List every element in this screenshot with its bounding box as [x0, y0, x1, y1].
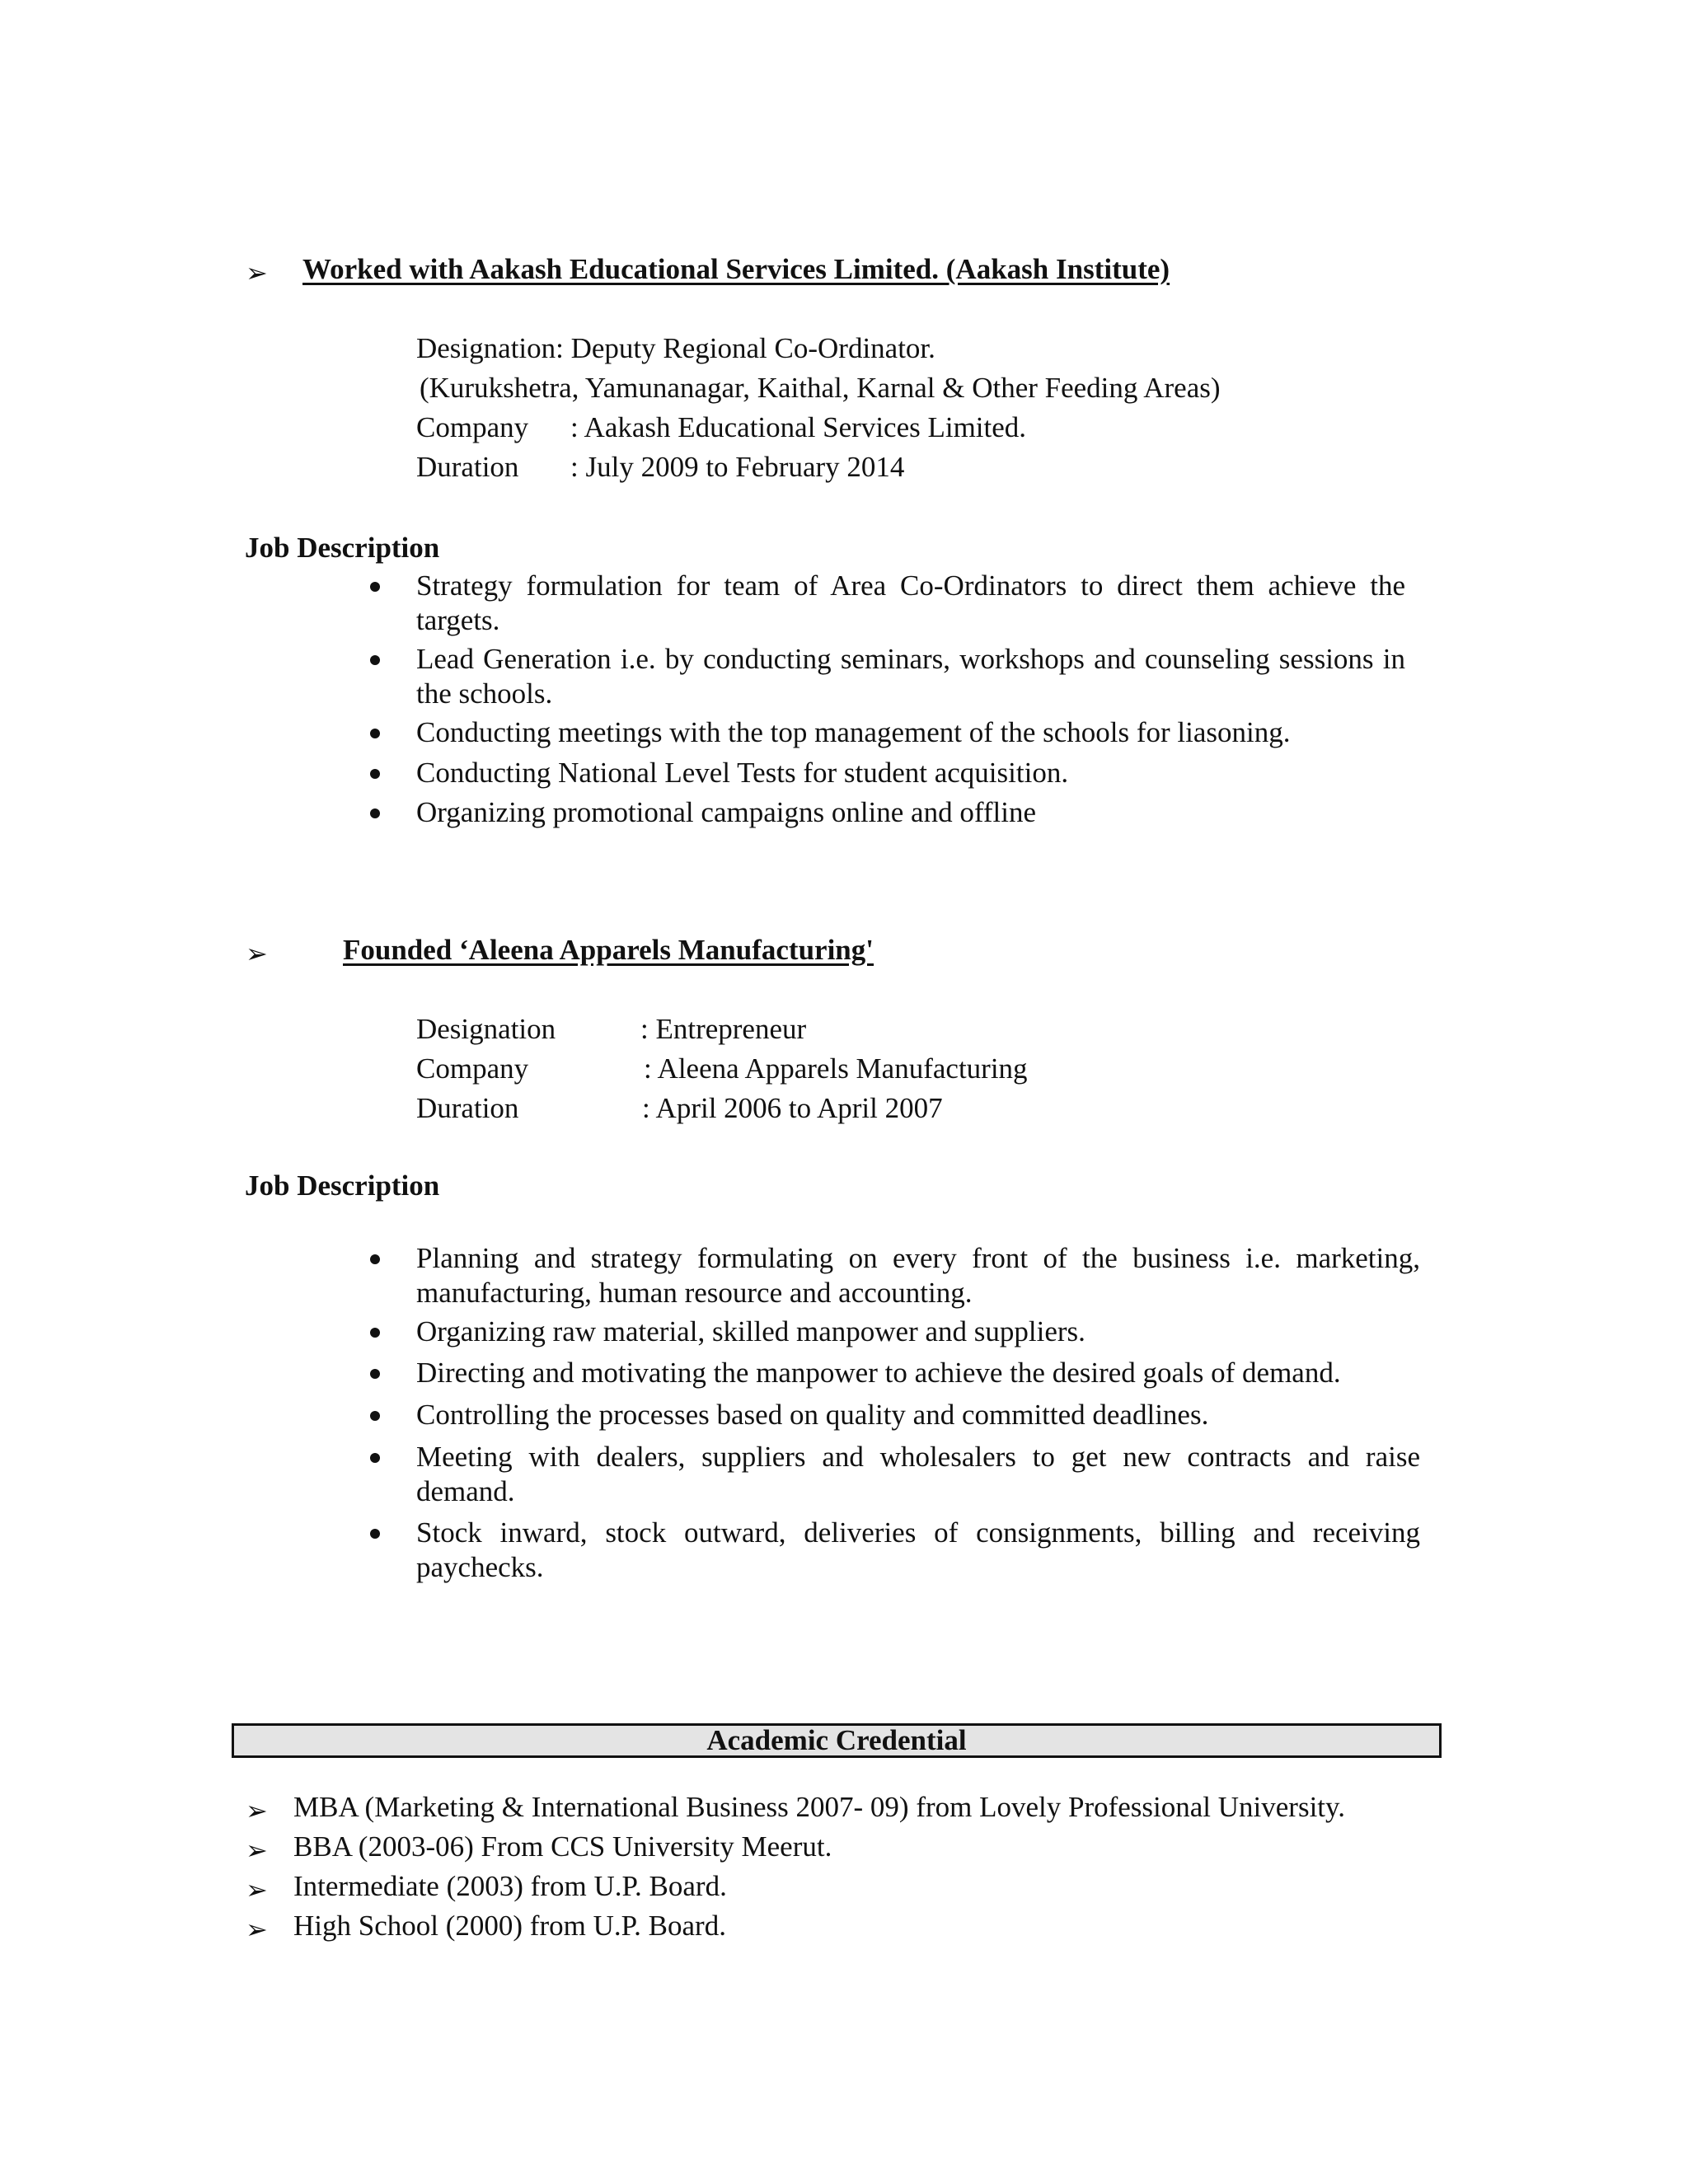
duty-text: Meeting with dealers, suppliers and wholesalers to get new contracts and raise demand.: [416, 1441, 1420, 1507]
duty-text: Directing and motivating the manpower to achieve the desired goals of demand.: [416, 1357, 1341, 1389]
job1-duration-value: : July 2009 to February 2014: [570, 451, 905, 483]
bullet-dot-icon: [370, 1254, 380, 1264]
job2-heading: Founded ‘Aleena Apparels Manufacturing': [343, 934, 874, 966]
academic-credential-title: Academic Credential: [706, 1723, 967, 1756]
arrow-bullet-icon: ➢: [246, 1874, 268, 1905]
job1-company-value: : Aakash Educational Services Limited.: [570, 411, 1027, 443]
job1-company-label: Company: [416, 411, 529, 443]
arrow-bullet-icon: ➢: [246, 1835, 268, 1866]
academic-item: Intermediate (2003) from U.P. Board.: [293, 1870, 727, 1902]
duty-text: Lead Generation i.e. by conducting seminars, workshops and counseling sessions in the schools.: [416, 643, 1405, 710]
job2-company-value: : Aleena Apparels Manufacturing: [644, 1052, 1028, 1085]
bullet-dot-icon: [370, 655, 380, 665]
job2-duration-value: : April 2006 to April 2007: [642, 1092, 943, 1124]
bullet-dot-icon: [370, 1453, 380, 1463]
job2-designation-label: Designation: [416, 1013, 556, 1045]
duty-text: Organizing promotional campaigns online and offline: [416, 796, 1037, 828]
bullet-dot-icon: [370, 808, 380, 818]
arrow-bullet-icon: ➢: [246, 257, 268, 288]
duty-text: Conducting meetings with the top management of the schools for liasoning.: [416, 716, 1291, 748]
job1-duration-label: Duration: [416, 451, 519, 483]
academic-item: BBA (2003-06) From CCS University Meerut.: [293, 1830, 832, 1863]
job1-description-heading: Job Description: [245, 532, 440, 564]
job1-designation: Designation: Deputy Regional Co-Ordinator.: [416, 332, 935, 364]
bullet-dot-icon: [370, 1529, 380, 1539]
job2-designation-value: : Entrepreneur: [640, 1013, 807, 1045]
duty-text: Organizing raw material, skilled manpower and suppliers.: [416, 1315, 1085, 1347]
bullet-dot-icon: [370, 1411, 380, 1421]
academic-item: High School (2000) from U.P. Board.: [293, 1910, 726, 1942]
bullet-dot-icon: [370, 729, 380, 738]
arrow-bullet-icon: ➢: [246, 938, 268, 969]
arrow-bullet-icon: ➢: [246, 1914, 268, 1945]
job1-areas: (Kurukshetra, Yamunanagar, Kaithal, Karnal & Other Feeding Areas): [420, 372, 1221, 404]
academic-credential-banner: [232, 1723, 1442, 1758]
bullet-dot-icon: [370, 769, 380, 779]
job2-description-heading: Job Description: [245, 1169, 440, 1202]
duty-text: Stock inward, stock outward, deliveries of consignments, billing and receiving paychecks.: [416, 1516, 1420, 1583]
bullet-dot-icon: [370, 1328, 380, 1338]
academic-item: MBA (Marketing & International Business 2007- 09) from Lovely Professional University.: [293, 1791, 1346, 1823]
job1-heading: Worked with Aakash Educational Services Limited. (Aakash Institute): [302, 253, 1170, 285]
arrow-bullet-icon: ➢: [246, 1795, 268, 1826]
bullet-dot-icon: [370, 582, 380, 592]
bullet-dot-icon: [370, 1369, 380, 1379]
duty-text: Conducting National Level Tests for student acquisition.: [416, 757, 1069, 789]
duty-text: Strategy formulation for team of Area Co-Ordinators to direct them achieve the targets.: [416, 569, 1405, 636]
duty-text: Controlling the processes based on quality and committed deadlines.: [416, 1399, 1209, 1431]
job2-duration-label: Duration: [416, 1092, 519, 1124]
duty-text: Planning and strategy formulating on every front of the business i.e. marketing, manufacturing, human resource and accounting.: [416, 1242, 1420, 1309]
job2-company-label: Company: [416, 1052, 529, 1085]
